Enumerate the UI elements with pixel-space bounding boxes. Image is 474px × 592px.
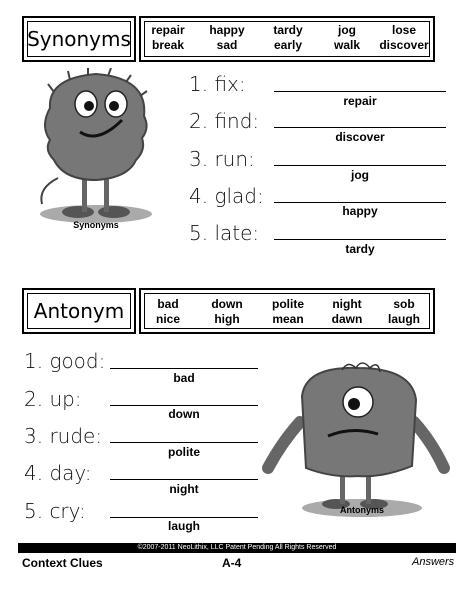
synonyms-word-bank bbox=[139, 16, 435, 62]
footer-title: Context Clues bbox=[22, 556, 103, 570]
synonyms-title-box bbox=[22, 16, 136, 62]
word-bank-item: bad bbox=[157, 297, 179, 311]
answer-text: happy bbox=[342, 204, 378, 218]
question-label: 3. rude: bbox=[24, 424, 103, 448]
answer-text: night bbox=[169, 482, 199, 496]
word-bank-item: happy bbox=[209, 23, 245, 37]
antonyms-monster-illustration bbox=[262, 356, 458, 524]
copyright-text: ©2007-2011 NeoLithix, LLC Patent Pending All Rights Reserved bbox=[137, 544, 337, 551]
antonyms-word-bank bbox=[139, 288, 435, 334]
word-bank-item: sob bbox=[393, 297, 415, 311]
word-bank-item: mean bbox=[272, 312, 304, 326]
footer-answers-label: Answers bbox=[412, 556, 455, 568]
antonyms-title: Antonym bbox=[33, 299, 125, 323]
word-bank-item: polite bbox=[272, 297, 304, 311]
word-bank-item: sad bbox=[216, 38, 238, 52]
answer-line bbox=[110, 517, 258, 518]
question-label: 2. up: bbox=[24, 387, 82, 411]
question-label: 1. fix: bbox=[189, 72, 246, 96]
answer-line bbox=[110, 368, 258, 369]
word-bank-item: night bbox=[332, 297, 362, 311]
synonyms-title: Synonyms bbox=[27, 27, 131, 51]
question-label: 2. find: bbox=[189, 109, 260, 133]
answer-text: bad bbox=[173, 371, 195, 385]
synonyms-caption: Synonyms bbox=[73, 220, 119, 230]
question-label: 3. run: bbox=[189, 147, 255, 171]
answer-line bbox=[274, 165, 446, 166]
question-label: 4. glad: bbox=[189, 184, 264, 208]
answer-text: repair bbox=[343, 94, 377, 108]
word-bank-item: tardy bbox=[273, 23, 303, 37]
answer-line bbox=[110, 442, 258, 443]
question-label: 5. cry: bbox=[24, 499, 86, 523]
answer-text: discover bbox=[335, 130, 385, 144]
word-bank-item: discover bbox=[379, 38, 429, 52]
answer-text: tardy bbox=[345, 242, 375, 256]
question-label: 1. good: bbox=[24, 349, 106, 373]
word-bank-item: high bbox=[214, 312, 240, 326]
word-bank-item: early bbox=[273, 38, 303, 52]
word-bank-item: down bbox=[211, 297, 243, 311]
antonyms-title-box bbox=[22, 288, 136, 334]
word-bank-item: repair bbox=[151, 23, 185, 37]
answer-line bbox=[274, 127, 446, 128]
synonyms-monster-illustration bbox=[18, 68, 178, 234]
word-bank-item: walk bbox=[333, 38, 360, 52]
question-label: 4. day: bbox=[24, 461, 92, 485]
word-bank-item: break bbox=[151, 38, 185, 52]
word-bank-item: nice bbox=[155, 312, 180, 326]
word-bank-item: lose bbox=[391, 23, 416, 37]
answer-text: polite bbox=[168, 445, 200, 459]
answer-line bbox=[274, 202, 446, 203]
answer-line bbox=[274, 239, 446, 240]
word-bank-item: jog bbox=[338, 23, 356, 37]
answer-line bbox=[110, 405, 258, 406]
answer-text: down bbox=[168, 407, 200, 421]
word-bank-item: dawn bbox=[331, 312, 363, 326]
question-label: 5. late: bbox=[189, 221, 260, 245]
page-number: A-4 bbox=[222, 556, 242, 570]
answer-line bbox=[110, 479, 258, 480]
antonyms-caption: Antonyms bbox=[339, 505, 385, 515]
word-bank-item: laugh bbox=[388, 312, 420, 326]
answer-text: laugh bbox=[168, 519, 200, 533]
answer-line bbox=[274, 91, 446, 92]
answer-text: jog bbox=[351, 168, 369, 182]
